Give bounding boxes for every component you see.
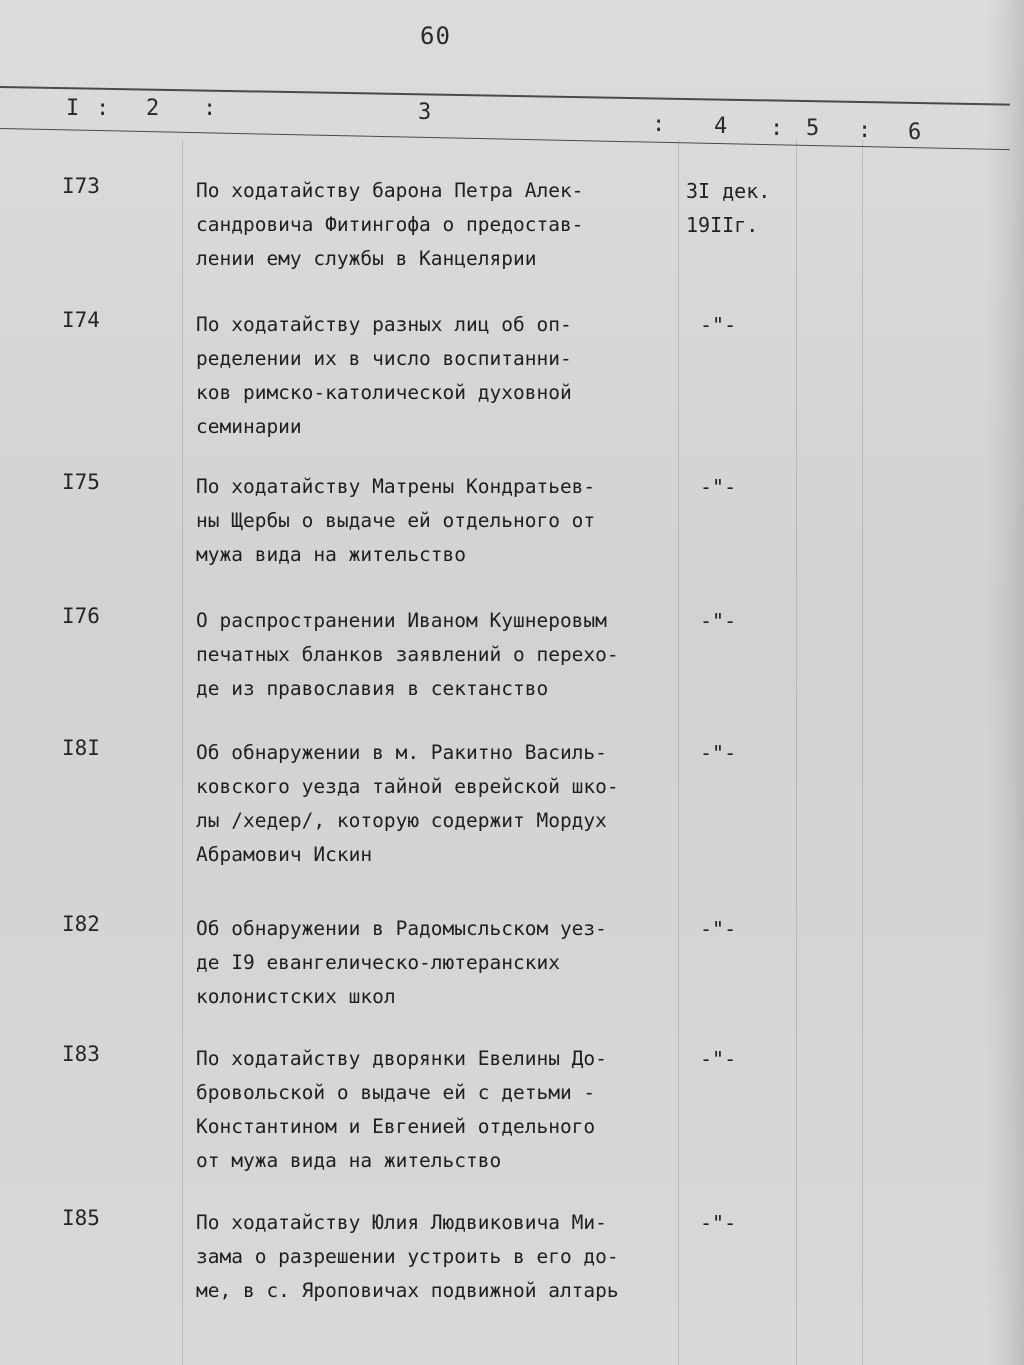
column-divider [796,140,797,1365]
case-date: -"- [700,1047,737,1071]
case-date: -"- [700,741,737,765]
case-description: По ходатайству разных лиц об оп- ределении их в число воспитанни- ков римско-католической духовной семинарии [196,313,572,438]
header-separator: : [858,118,872,143]
header-col-3: 3 [418,100,432,125]
page-shadow-edge [986,0,1024,1365]
case-description: По ходатайству дворянки Евелины До- бровольской о выдаче ей с детьми - Константином и Евгенией отдельного от мужа вида на жительство [196,1047,607,1172]
case-date: -"- [700,917,737,941]
header-separator: : [203,96,217,121]
case-description: По ходатайству Матрены Кондратьев- ны Щербы о выдаче ей отдельного от мужа вида на жительство [196,475,596,566]
case-date: -"- [700,1211,737,1235]
case-number: I74 [62,308,100,332]
case-date: -"- [700,475,737,499]
case-date: -"- [700,609,737,633]
case-number: I75 [62,470,100,494]
case-description: По ходатайству барона Петра Алек- сандровича Фитингофа о предостав- лении ему службы в Канцелярии [196,179,584,270]
case-date: 3I дек. 19IIг. [686,179,771,237]
header-separator: : [652,112,666,137]
header-col-5: 5 [806,116,820,141]
case-description: Об обнаружении в Радомысльском уез- де I9 евангелическо-лютеранских колонистских школ [196,917,607,1008]
header-col-2: 2 [146,96,160,121]
case-number: I83 [62,1042,100,1066]
case-number: I85 [62,1206,100,1230]
column-divider [862,140,863,1365]
case-description: По ходатайству Юлия Людвиковича Ми- зама о разрешении устроить в его до- ме, в с. Яроповичах подвижной алтарь [196,1211,619,1302]
case-description: Об обнаружении в м. Ракитно Василь- ковского уезда тайной еврейской шко- лы /хедер/, которую содержит Мордух Абрамович Искин [196,741,619,866]
header-col-1: I [66,96,80,121]
header-col-4: 4 [714,114,728,139]
column-divider [182,140,183,1365]
case-number: I73 [62,174,100,198]
header-separator: : [770,116,784,141]
case-date: -"- [700,313,737,337]
case-number: I8I [62,736,100,760]
case-number: I76 [62,604,100,628]
header-separator: : [96,96,110,121]
header-col-6: 6 [908,120,922,145]
page-number: 60 [420,22,451,50]
case-number: I82 [62,912,100,936]
case-description: О распространении Иваном Кушнеровым печатных бланков заявлений о перехо- де из православия в сектанство [196,609,619,700]
